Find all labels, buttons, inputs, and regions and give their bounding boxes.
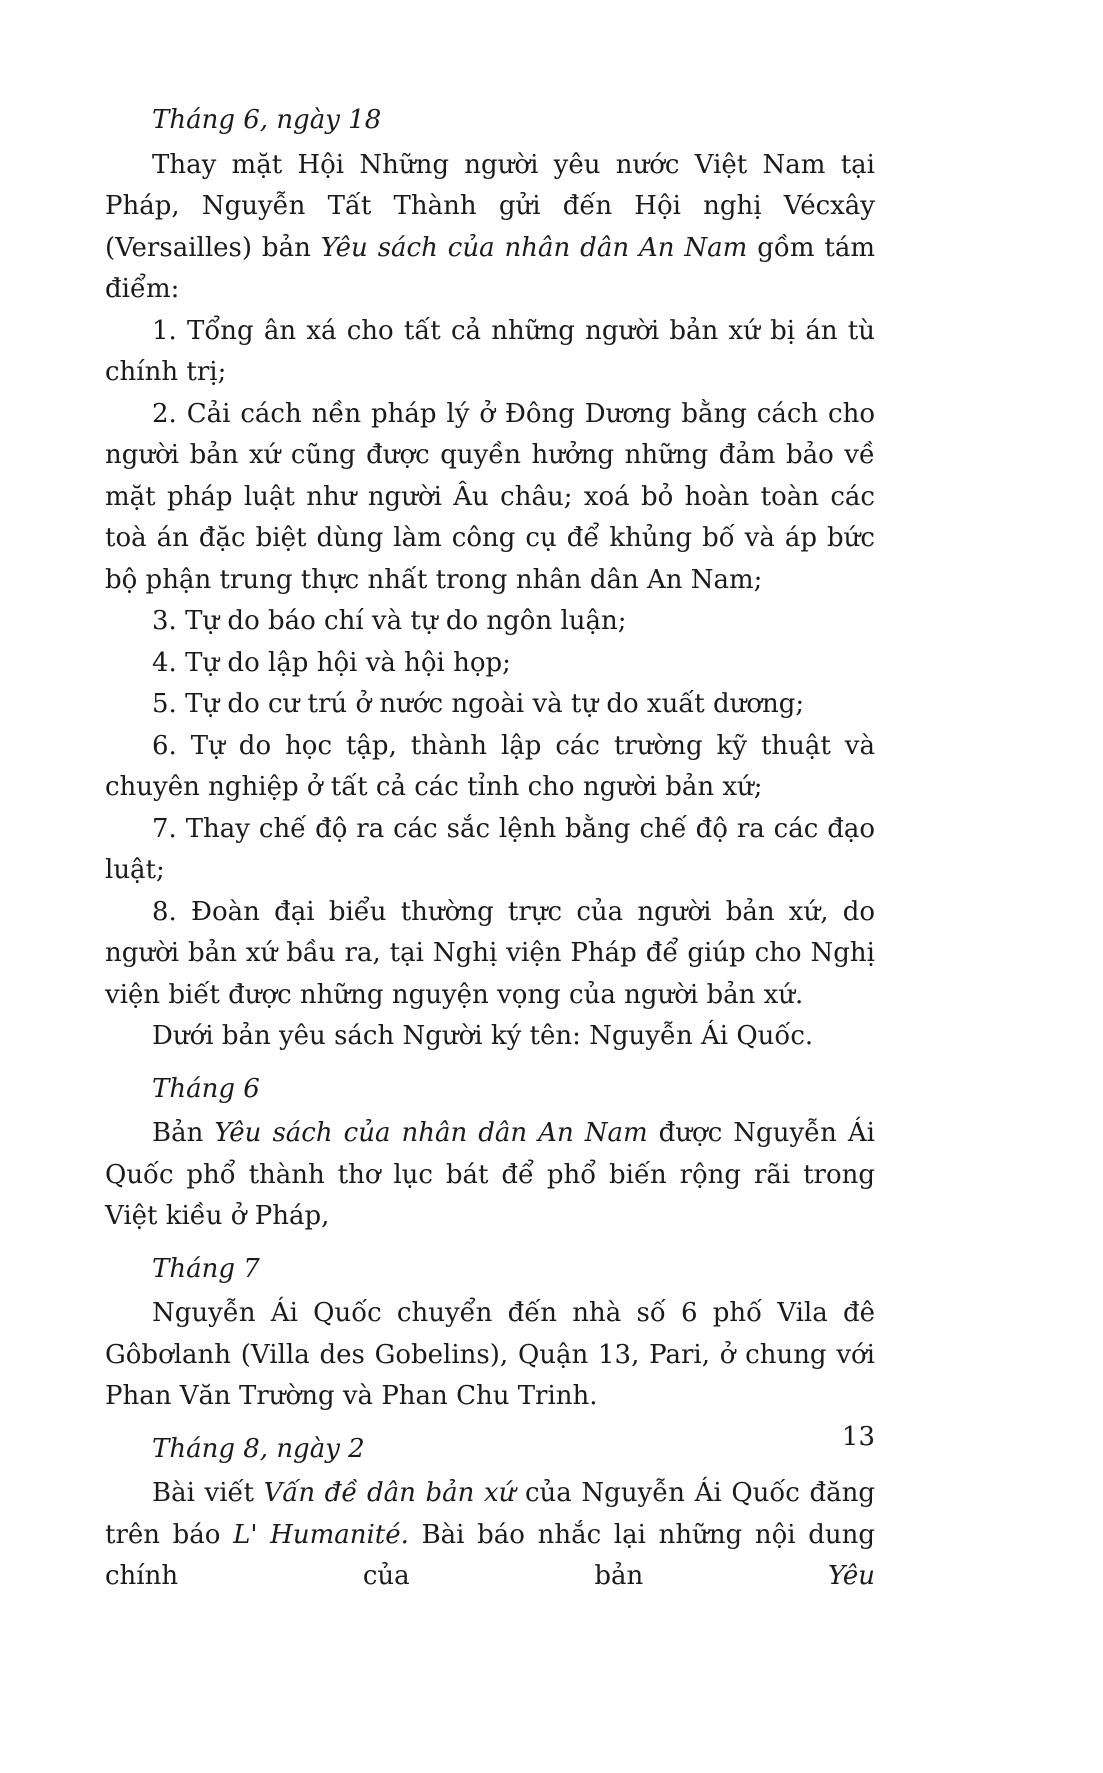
- paragraph-june: [105, 1113, 875, 1238]
- text-run-italic: Yêu: [827, 1561, 875, 1591]
- paragraph-intro: [105, 145, 875, 311]
- page-number: 13: [841, 1422, 875, 1452]
- date-heading-aug2: Tháng 8, ngày 2: [152, 1433, 365, 1464]
- date-heading-june: Tháng 6: [152, 1073, 260, 1104]
- date-heading-june18: Tháng 6, ngày 18: [152, 105, 382, 135]
- list-item-4: 4. Tự do lập hội và hội họp;: [152, 647, 511, 678]
- list-item-6: 6. Tự do học tập, thành lập các trường kỹ thuật và chuyên nghiệp ở tất cả các tỉnh cho người bản xứ;: [105, 730, 875, 802]
- list-item-5: 5. Tự do cư trú ở nước ngoài và tự do xuất dương;: [152, 689, 805, 719]
- text-run: Thay mặt Hội Những người yêu nước Việt Nam tại Pháp, Nguyễn Tất Thành gửi đến Hội nghị Vécxây (Versailles) bản: [105, 149, 875, 263]
- list-item-8: 8. Đoàn đại biểu thường trực của người bản xứ, do người bản xứ bầu ra, tại Nghị viện Pháp để giúp cho Nghị viện biết được những nguyện vọng của người bản xứ.: [105, 896, 875, 1010]
- text-run: gồm tám điểm:: [105, 232, 875, 304]
- paragraph-signature: Dưới bản yêu sách Người ký tên: Nguyễn Ái Quốc.: [152, 1021, 814, 1051]
- text-run-italic: Vấn đề dân bản xứ: [263, 1478, 516, 1508]
- text-run: Bài viết: [152, 1478, 264, 1508]
- text-run: Bản: [152, 1118, 215, 1148]
- text-column: [105, 100, 875, 1598]
- paragraph-july: Nguyễn Ái Quốc chuyển đến nhà số 6 phố Vila đê Gôbơlanh (Villa des Gobelins), Quận 13, Pari, ở chung với Phan Văn Trường và Phan Chu Trinh.: [105, 1298, 875, 1411]
- list-item-1: 1. Tổng ân xá cho tất cả những người bản xứ bị án tù chính trị;: [105, 315, 875, 387]
- text-run-italic: Yêu sách của nhân dân An Nam: [214, 1118, 648, 1148]
- text-run: được Nguyễn Ái Quốc phổ thành thơ lục bát để phổ biến rộng rãi trong Việt kiều ở Pháp,: [105, 1118, 875, 1231]
- list-item-3: 3. Tự do báo chí và tự do ngôn luận;: [152, 606, 627, 636]
- paragraph-august: [105, 1473, 875, 1598]
- date-heading-july: Tháng 7: [152, 1253, 260, 1284]
- list-item-2: 2. Cải cách nền pháp lý ở Đông Dương bằng cách cho người bản xứ cũng được quyền hưởng những đảm bảo về mặt pháp luật như người Âu châu; xoá bỏ hoàn toàn các toà án đặc biệt dùng làm công cụ để khủng bố và áp bức bộ phận trung thực nhất trong nhân dân An Nam;: [105, 398, 875, 595]
- list-item-7: 7. Thay chế độ ra các sắc lệnh bằng chế độ ra các đạo luật;: [105, 813, 875, 885]
- text-run: Bài báo nhắc lại những nội dung chính của bản: [105, 1519, 875, 1591]
- text-run: của Nguyễn Ái Quốc đăng trên báo: [105, 1478, 875, 1550]
- text-run-italic: Yêu sách của nhân dân An Nam: [320, 232, 748, 263]
- text-run-italic: L' Humanité.: [233, 1519, 409, 1550]
